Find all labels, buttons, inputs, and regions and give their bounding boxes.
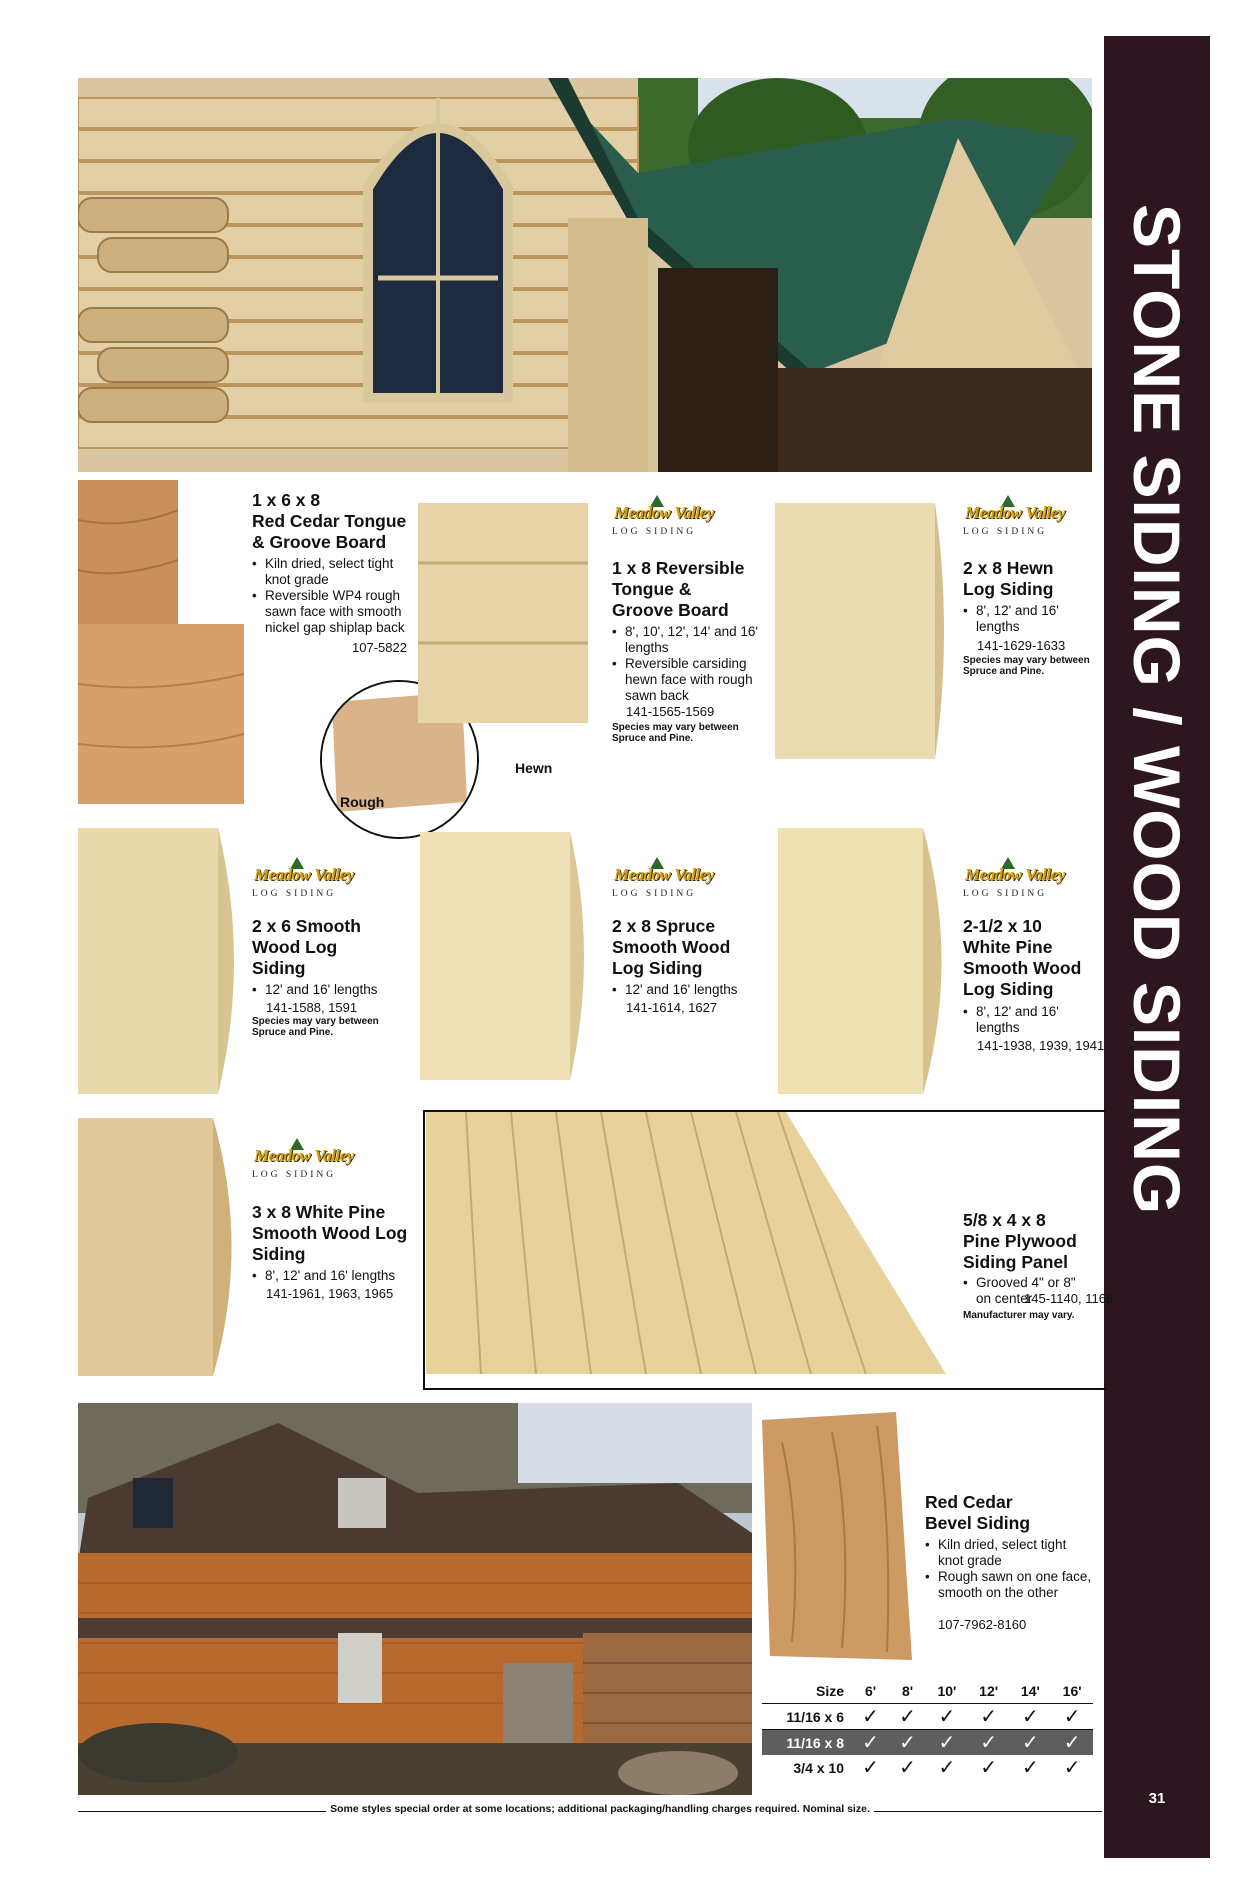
product-5-code: 141-1614, 1627 xyxy=(626,1000,718,1015)
product-2-note: Species may vary between Spruce and Pine. xyxy=(612,722,739,744)
product-2-title: 1 x 8 Reversible Tongue & Groove Board xyxy=(612,558,745,620)
size-availability-table xyxy=(762,1678,1093,1780)
product-3-title: 2 x 8 Hewn Log Siding xyxy=(963,558,1054,599)
red-cedar-board-image-2 xyxy=(78,624,244,804)
product-7-code: 141-1961, 1963, 1965 xyxy=(266,1286,394,1301)
product-1-title: 1 x 6 x 8 Red Cedar Tongue & Groove Board xyxy=(252,490,407,552)
product-4-code: 141-1588, 1591 xyxy=(266,1000,358,1015)
product-9-code: 107-7962-8160 xyxy=(938,1617,1027,1632)
product-3-note: Species may vary between Spruce and Pine. xyxy=(963,655,1090,677)
cedar-house-photo xyxy=(78,1403,752,1795)
product-2-bullets: • 8', 10', 12', 14' and 16' lengths • Reversible carsiding hewn face with rough sawn back xyxy=(612,624,762,704)
product-1-code: 107-5822 xyxy=(352,640,407,655)
table-row: 11/16 x 8 ✓ ✓ ✓ ✓ ✓ ✓ xyxy=(762,1730,1093,1756)
product-9-title: Red Cedar Bevel Siding xyxy=(925,1492,1031,1533)
table-header-row: Size 6' 8' 10' 12' 14' 16' xyxy=(762,1678,1093,1704)
plywood-panel-image xyxy=(426,1112,946,1374)
red-cedar-board-image xyxy=(78,480,178,636)
smooth-log-siding-2x6-image xyxy=(78,828,243,1094)
table-row: 3/4 x 10 ✓ ✓ ✓ ✓ ✓ ✓ xyxy=(793,1757,1081,1779)
hewn-log-siding-image xyxy=(775,503,953,759)
product-8-note: Manufacturer may vary. xyxy=(963,1310,1075,1321)
product-5-bullets: • 12' and 16' lengths xyxy=(612,982,762,998)
product-4-bullets: • 12' and 16' lengths xyxy=(252,982,402,998)
rough-label: Rough xyxy=(340,794,385,810)
meadow-valley-logo: Meadow Valley LOG SIDING xyxy=(612,495,708,541)
red-cedar-bevel-siding-image xyxy=(762,1412,912,1660)
product-9-bullets: • Kiln dried, select tight knot grade • Rough sawn on one face, smooth on the other xyxy=(925,1537,1095,1601)
white-pine-2-5x10-image xyxy=(778,828,953,1094)
log-cabin-photo xyxy=(78,78,1092,472)
product-4-note: Species may vary between Spruce and Pine. xyxy=(252,1016,379,1038)
product-7-bullets: • 8', 12' and 16' lengths xyxy=(252,1268,422,1284)
footer-disclaimer: Some styles special order at some locations; additional packaging/handling charges required. Nominal size. xyxy=(100,1803,1100,1815)
product-2-code: 141-1565-1569 xyxy=(626,704,715,719)
meadow-valley-logo: Meadow Valley LOG SIDING xyxy=(612,857,708,903)
product-8-title: 5/8 x 4 x 8 Pine Plywood Siding Panel xyxy=(963,1210,1077,1272)
product-3-code: 141-1629-1633 xyxy=(977,638,1066,653)
product-8-code: 145-1140, 1166 xyxy=(1024,1291,1114,1306)
product-3-bullets: • 8', 12' and 16' lengths xyxy=(963,603,1093,635)
hewn-label: Hewn xyxy=(515,760,553,776)
product-4-title: 2 x 6 Smooth Wood Log Siding xyxy=(252,916,361,978)
table-row: 11/16 x 6 ✓ ✓ ✓ ✓ ✓ ✓ xyxy=(762,1704,1093,1730)
product-1-bullets: • Kiln dried, select tight knot grade • Reversible WP4 rough sawn face with smooth nickel gap shiplap back xyxy=(252,556,412,636)
product-6-code: 141-1938, 1939, 1941 xyxy=(977,1038,1105,1053)
meadow-valley-logo: Meadow Valley LOG SIDING xyxy=(252,1138,348,1184)
white-pine-3x8-image xyxy=(78,1118,243,1376)
meadow-valley-logo: Meadow Valley LOG SIDING xyxy=(963,857,1059,903)
sidebar-title: STONE SIDING / WOOD SIDING xyxy=(1120,204,1194,1216)
product-7-title: 3 x 8 White Pine Smooth Wood Log Siding xyxy=(252,1202,408,1264)
product-5-title: 2 x 8 Spruce Smooth Wood Log Siding xyxy=(612,916,731,978)
page-number: 31 xyxy=(1148,1790,1166,1807)
product-6-bullets: • 8', 12' and 16' lengths xyxy=(963,1004,1063,1036)
meadow-valley-logo: Meadow Valley LOG SIDING xyxy=(252,857,348,903)
spruce-log-siding-image xyxy=(420,832,592,1080)
product-6-title: 2-1/2 x 10 White Pine Smooth Wood Log Siding xyxy=(963,916,1082,999)
reversible-board-image xyxy=(418,503,588,723)
meadow-valley-logo: Meadow Valley LOG SIDING xyxy=(963,495,1059,541)
product-8-bullets: • Grooved 4" or 8" on center xyxy=(963,1275,1088,1307)
